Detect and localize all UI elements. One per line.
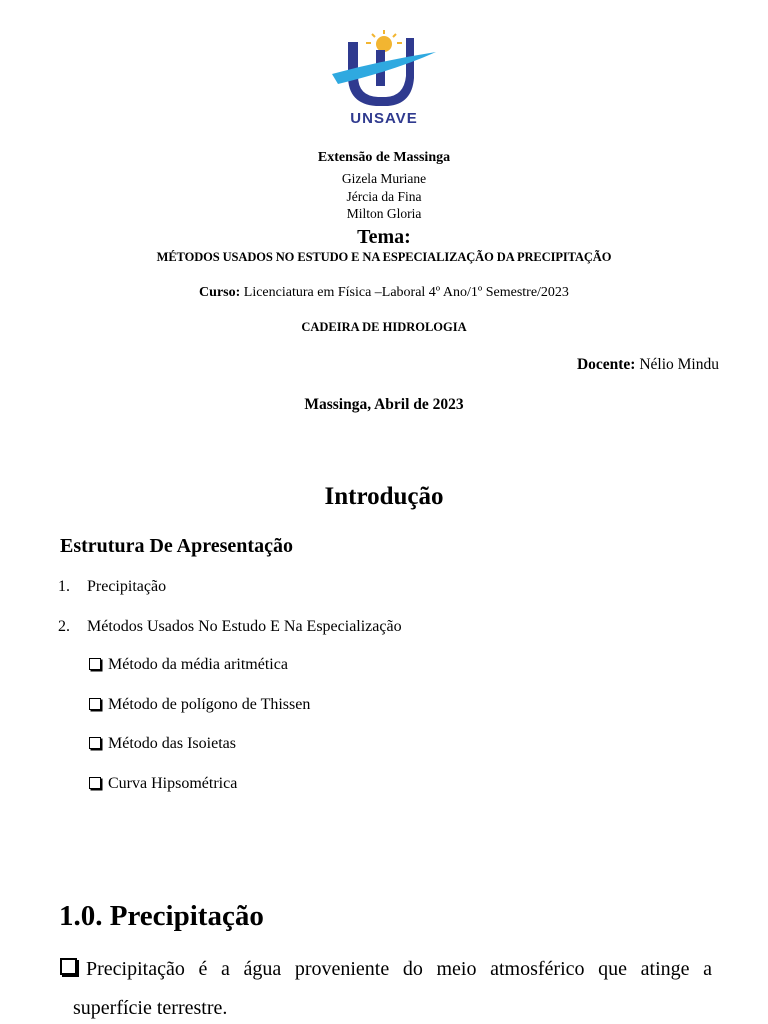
author-3: Milton Gloria (346, 206, 422, 221)
checkbox-icon (89, 737, 101, 749)
course-line (0, 285, 768, 301)
list-item-number: 2. (58, 618, 70, 635)
sub-list-item-text: Método da média aritmética (108, 656, 288, 673)
campus-name: Extensão de Massinga (317, 150, 451, 165)
checkbox-icon (60, 958, 77, 975)
teacher-line (577, 356, 719, 374)
sub-list-item-text: Curva Hipsométrica (108, 775, 238, 792)
subject-name: CADEIRA DE HIDROLOGIA (301, 320, 467, 334)
university-logo (326, 30, 442, 130)
list-item-text: Precipitação (87, 578, 167, 595)
sub-list-item-text: Método de polígono de Thissen (108, 696, 311, 713)
section-title: 1.0. Precipitação (59, 900, 264, 932)
tema-label: Tema: (357, 226, 411, 248)
section-bullet-line-1 (60, 958, 712, 981)
checkbox-icon (89, 658, 101, 670)
list-item (58, 618, 402, 636)
course-label: Curso: (199, 285, 241, 300)
sub-list-item (89, 656, 288, 674)
checkbox-icon (89, 698, 101, 710)
intro-title: Introdução (324, 483, 444, 510)
structure-subtitle: Estrutura De Apresentação (60, 535, 293, 557)
logo-wordmark: UNSAVE (350, 110, 418, 127)
tema-title: MÉTODOS USADOS NO ESTUDO E NA ESPECIALIZAÇÃO DA PRECIPITAÇÃO (156, 250, 612, 264)
list-item-text: Métodos Usados No Estudo E Na Especialização (87, 618, 402, 635)
sub-list-item (89, 735, 236, 753)
sub-list-item (89, 696, 310, 714)
list-item-number: 1. (58, 578, 70, 595)
checkbox-icon (89, 777, 101, 789)
author-2: Jércia da Fina (346, 189, 422, 204)
teacher-name: Nélio Mindu (639, 356, 719, 373)
place-date: Massinga, Abril de 2023 (304, 396, 464, 413)
logo-emblem-icon (326, 30, 442, 112)
list-item (58, 578, 166, 596)
section-bullet-text: Precipitação é a água proveniente do meio atmosférico que atinge a (86, 958, 712, 980)
sub-list-item (89, 775, 237, 793)
course-value: Licenciatura em Física –Laboral 4º Ano/1º Semestre/2023 (243, 285, 569, 300)
section-bullet-line-2: superfície terrestre. (73, 997, 228, 1019)
teacher-label: Docente: (576, 356, 636, 373)
sub-list-item-text: Método das Isoietas (108, 735, 236, 752)
author-1: Gizela Muriane (341, 171, 427, 186)
